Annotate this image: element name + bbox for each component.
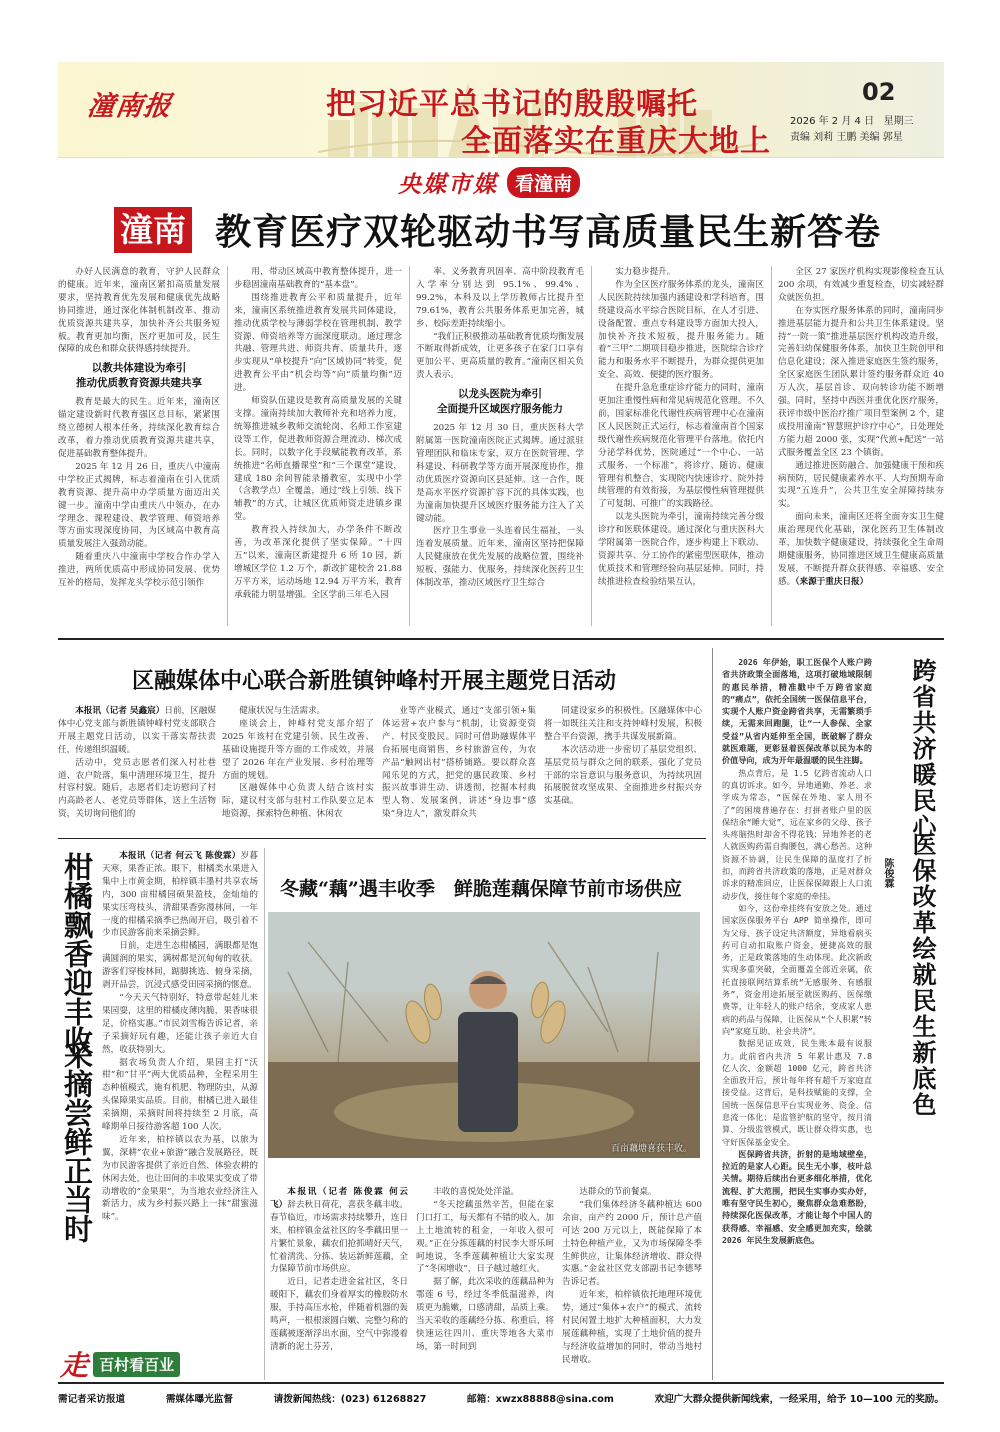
footer-exposure-line: 需媒体曝光监督 bbox=[165, 1394, 233, 1405]
opinion-paragraph: 如今，这份牵挂终有安放之处。通过国家医保服务平台 APP 简单操作，即可为父母、孩子设定共济额度，异地看病买药可自动扣取账户资金，便捷高效的服务，正是政策落地的生动体现。此次新政实现多重突破，全面覆盖全部近亲属，依托直接联网结算系统“无感服务、有感服务”，资金用途拓展至就医购药、医保缴费等，让年轻人的账户结余，变成家人患病的药品与保障，让医保从“个人积累”转向“家庭互助、社会共济”。 bbox=[722, 902, 872, 1036]
party-col4-paragraphs bbox=[544, 705, 702, 808]
paragraph: 座谈会上，钟峰村党支部介绍了 2025 年该村在党建引领、民生改善、基础设施提升等方面的工作成效，并展望了 2026 年在产业发展、乡村治理等方面的规划。 bbox=[222, 718, 374, 781]
divider bbox=[771, 266, 772, 626]
headline-tag-tongnan: 潼南 bbox=[114, 207, 192, 253]
paragraph: 辞去秋日荷花，喜获冬藕丰收。春节临近，市场需求持续攀升，连日来，柏梓镇金盆社区的冬季藕田里一片繁忙景象，藕农们抢抓晴好天气，忙着清洗、分拣、装运新鲜莲藕，全力保障节前市场供应。 bbox=[270, 1199, 408, 1275]
walk-logo-char: 走 bbox=[60, 1349, 89, 1382]
section-rule bbox=[58, 838, 706, 839]
paragraph: 同建设家乡的积极性。区融媒体中心将一如既往关注和支持钟峰村发展，积极整合平台资源，携手共谋发展新篇。 bbox=[544, 706, 702, 742]
main-col2-paragraphs bbox=[234, 266, 402, 602]
paragraph: 丰收的喜悦处处洋溢。 bbox=[433, 1187, 520, 1197]
paragraph: 本次活动进一步密切了基层党组织、基层党员与群众之间的联系，强化了党员干部的宗旨意识与服务意识，为持续巩固拓展脱贫攻坚成果、全面推进乡村振兴夯实基础。 bbox=[544, 744, 702, 807]
paragraph: 近年来，柏梓镇以农为基，以旅为翼，深耕“农业+旅游”融合发展路径，既为市民游客提供了亲近自然、体验农耕的休闲去处，也让田间的丰收果实变成了带动增收的“金果果”，为当地农业经济注入新活力，成为乡村振兴路上一抹“甜蜜滋味”。 bbox=[102, 1134, 258, 1223]
main-article-col3 bbox=[416, 266, 584, 626]
subheading-line: 推动优质教育资源共建共享 bbox=[76, 377, 202, 390]
masthead bbox=[58, 62, 944, 158]
paragraph: 据农场负责人介绍，果园主打“沃柑”和“甘平”两大优质品种，全程采用生态种植模式，施有机肥、物理防虫，从源头保障果实品质。目前，柑橘已进入最佳采摘期，采摘时间将持续至 2 月底，高峰期单日接待游客超 100 人次。 bbox=[102, 1057, 258, 1133]
paragraph: 实力稳步提升。 bbox=[615, 267, 676, 277]
paragraph: 健康状况与生活需求。 bbox=[239, 706, 326, 716]
lotus-article-col3 bbox=[562, 1186, 702, 1380]
paragraph: 率、义务教育巩固率、高中阶段教育毛入学率分别达到 95.1%、99.4%、99.2%，本科及以上学历教师占比提升至 79.61%，教育公共服务体系更加完善，城乡、校际差距持续缩小。 bbox=[416, 267, 584, 329]
paragraph: 区融媒体中心负责人结合该村实际，建议村支部与驻村工作队要立足本地资源，探索特色种植、休闲农 bbox=[222, 783, 374, 820]
opinion-article-body bbox=[722, 656, 872, 1380]
lotus-article-col2 bbox=[416, 1186, 554, 1380]
paragraph: “我们集体经济冬藕种植达 600 余亩，亩产约 2000 斤，预计总产值可达 200 万元以上，既能保障了本土特色种植产业，又为市场保障冬季生鲜供应，让集体经济增收、群众得实惠。”金盆社区党支部副书记李德琴告诉记者。 bbox=[562, 1199, 702, 1288]
main-col5-paragraphs bbox=[778, 266, 944, 589]
subheading-education bbox=[58, 361, 220, 391]
subheading-line: 全面提升区域医疗服务能力 bbox=[437, 403, 563, 416]
paragraph: 本报讯（记者 陈俊霖 何云飞） bbox=[270, 1187, 408, 1210]
footer-email: 邮箱：xwzx88888@sina.com bbox=[467, 1394, 614, 1405]
paragraph: “冬天挖藕虽然辛苦，但能在家门口打工，每天都有不错的收入，加上土地流转的租金，一年收入很可观。”正在分拣莲藕的村民李大哥乐呵呵地说，冬季莲藕种植让大家实现了“冬闲增收”，日子越过越红火。 bbox=[416, 1199, 554, 1275]
paragraph: 本报讯（记者 吴鑫宸） bbox=[75, 706, 165, 716]
lotus-col3-paragraphs bbox=[562, 1186, 702, 1367]
footer-report-line: 需记者采访报道 bbox=[58, 1394, 126, 1405]
party-article-title: 区融媒体中心联合新胜镇钟峰村开展主题党日活动 bbox=[132, 668, 617, 694]
subheading-line: 以龙头医院为牵引 bbox=[458, 388, 542, 401]
citrus-footer-logo bbox=[60, 1344, 220, 1382]
citrus-title-line-2: 采摘尝鲜正当时 bbox=[60, 1040, 94, 1243]
divider bbox=[227, 266, 228, 626]
lotus-article-title: 冬藏“藕”遇丰收季 鲜脆莲藕保障节前市场供应 bbox=[280, 878, 682, 900]
party-article-col1 bbox=[58, 705, 216, 827]
citrus-article-body bbox=[102, 850, 258, 1350]
paragraph: 本报讯（记者 何云飞 陈俊霖） bbox=[119, 851, 241, 861]
paragraph: 日前，走进生态柑橘园，满眼都是饱满圆润的果实，满树都是沉甸甸的收获。游客们穿梭林间，踮脚挑选、俯身采摘，剥开品尝，沉浸式感受田园采摘的惬意。 bbox=[102, 941, 258, 991]
footer-reward-note: 欢迎广大群众提供新闻线索，一经采用，给予 10—100 元的奖励。 bbox=[654, 1394, 944, 1405]
issue-date-line bbox=[790, 112, 914, 127]
footer-hotline: 请拨新闻热线：(023) 61268827 bbox=[273, 1394, 427, 1405]
party-col1-paragraphs bbox=[58, 705, 216, 821]
lotus-article-col1 bbox=[270, 1186, 408, 1380]
party-col3-paragraphs bbox=[382, 705, 536, 821]
main-col3b-paragraphs bbox=[416, 422, 584, 590]
main-col3-paragraphs bbox=[416, 266, 584, 382]
lotus-col1-paragraphs bbox=[270, 1186, 408, 1354]
slogan-line-1: 把习近平总书记的殷殷嘱托 bbox=[326, 87, 698, 122]
main-col1b-paragraphs bbox=[58, 396, 220, 590]
main-article-title: 教育医疗双轮驱动书写高质量民生新答卷 bbox=[215, 211, 882, 253]
subheading-medical bbox=[416, 387, 584, 417]
main-col4-paragraphs bbox=[598, 266, 764, 589]
main-article-col5 bbox=[778, 266, 944, 626]
article-source: （来源于重庆日报） bbox=[795, 576, 869, 587]
slogan-line-2: 全面落实在重庆大地上 bbox=[461, 124, 771, 158]
lotus-col2-paragraphs bbox=[416, 1186, 554, 1354]
paragraph: 教育投入持续加大，办学条件不断改善，为改革深化提供了坚实保障。“十四五”以来，潼南区新建提升 6 所 10 园，新增城区学位 1.2 万个，新改扩建校舍 21.88 万平方米，运动场地 12.94 万平方米，教育承载能力明显增强。全区学前三年毛入园 bbox=[234, 525, 402, 600]
footer-rule bbox=[58, 1382, 944, 1384]
section-rule bbox=[58, 638, 944, 640]
paragraph: 师资队伍建设是教育高质量发展的关键支撑。潼南持续加大教师补充和培养力度，统筹推进城乡教师交流轮岗、名师工作室建设等工作，促进教师资源合理流动、梯次成长。同时，以数字化手段赋能教育改革，系统推进“名师直播课堂”和“三个课堂”建设，建成 180 余间智能录播教室，实现中小学（含教学点）全覆盖，通过“线上引领、线下辅教”的方式，让城区优质师资走进镇乡课堂。 bbox=[234, 396, 402, 523]
paragraph: 近年来，柏梓镇依托地理环境优势，通过“集体+农户”的模式，流转村民闲置土地扩大种植面积，大力发展莲藕种植，实现了土地价值的提升与经济收益增加的同时，带动当地村民增收。 bbox=[562, 1290, 702, 1365]
paragraph: 围绕推进教育公平和质量提升，近年来，潼南区系统推进教育发展共同体建设，推动优质学校与薄弱学校在管理机制、教学资源、师资培养等方面深度联动。通过理念共融、管理共进、师资共育、质量共升，逐步实现从“单校提升”向“区域协同”转变，促进教育公平由“机会均等”向“质量均衡”迈进。 bbox=[234, 292, 402, 394]
divider bbox=[264, 848, 265, 1380]
main-article-col4 bbox=[598, 266, 764, 626]
divider bbox=[409, 266, 410, 626]
issue-date: 2026 年 2 月 4 日 bbox=[790, 116, 875, 127]
banner-central-city-media: 央媒市媒 bbox=[398, 171, 498, 198]
weekday: 星期三 bbox=[883, 116, 914, 127]
divider bbox=[591, 266, 592, 626]
paragraph: 据了解，此次采收的莲藕品种为鄂莲 6 号，经过冬季低温滋养，肉质更为脆嫩，口感清甜，品质上乘。当天采收的莲藕经分拣、称重后，将快速运往四川、重庆等地各大菜市场，第一时间到 bbox=[416, 1277, 554, 1352]
divider bbox=[712, 648, 713, 1380]
paragraph: 业等产业模式，通过“支部引领+集体运营+农户参与”机制，让资源变资产、村民变股民。同时可借助融媒体平台拓展电商销售，乡村旅游宣传，为农产品“触网出村”搭桥铺路。要以群众喜闻乐见的方式，把党的惠民政策、乡村振兴故事讲生动、讲透彻，挖掘本村典型人物、发展案例，讲述“身边事”感染“身边人”，激发群众共 bbox=[382, 706, 536, 820]
main-col1-paragraphs bbox=[58, 266, 220, 356]
opinion-paragraph: 热点背后，是 1.5 亿跨省流动人口的真切诉求。如今，异地通勤、养老、求学成为常态，“医保在外地、家人用不了”的困境普遍存在：打拼者账户里的医保结余“睡大觉”，远在家乡的父母、孩子头疼脑热时却舍不得花钱；异地养老的老人就医购药需自掏腰包，满心愁苦。这种资源不协调，让民生保障的温度打了折扣，而跨省共济政策的落地，正是对群众诉求的精准回应，让医保保障跟上人口流动步伐，接住每个家庭的牵挂。 bbox=[722, 767, 872, 901]
paragraph: 2025 年 12 月 30 日，重庆医科大学附属第一医院潼南医院正式揭牌。通过派驻管理团队和临床专家，双方在医院管理、学科建设、科研教学等方面开展深度协作，推动优质医疗资源向区县延伸。这一合作，既是高水平医疗资源扩容下沉的具体实践，也为潼南加快提升区域医疗服务能力注入了关键动能。 bbox=[416, 423, 584, 524]
paragraph: 在提升急危重症诊疗能力的同时，潼南更加注重慢性病和常见病规范化管理。不久前，国家标准化代谢性疾病管理中心在潼南区人民医院正式运行，标志着潼南首个国家级代谢性疾病规范化管理平台落地。依托内分泌学科优势，医院通过“一个中心、一站式服务、一个标准”，将诊疗、随访、健康管理有机整合，实现院内快速诊疗、院外持续管理的有效衔接，为基层慢性病管理提供了可复制、可推广的实践路径。 bbox=[598, 383, 764, 510]
citrus-paragraphs bbox=[102, 850, 258, 1224]
opinion-paragraph: 2026 年伊始，职工医保个人账户跨省共济政策全面落地，这项打破地域限制的惠民举措，精准戳中千万跨省家庭的“痛点”，依托全国统一医保信息平台，实现个人账户资金跨省共享，无需繁琐手续，无需来回跑腿，让“一人参保、全家受益”从省内延伸至全国，既破解了群众就医难题，更彰显着医保改革以民为本的价值导向，成为开年最温暖的民生注脚。 bbox=[722, 657, 872, 766]
banner-look-tongnan: 看潼南 bbox=[507, 167, 580, 198]
opinion-title-line-1: 跨省共济暖民心 bbox=[908, 658, 937, 840]
column-banner bbox=[398, 166, 580, 196]
newspaper-logo: 潼南报 bbox=[85, 91, 174, 122]
hundred-villages-logo: 百村看百业 bbox=[93, 1352, 180, 1377]
footer-bar bbox=[58, 1388, 944, 1408]
opinion-paragraph: 医保跨省共济，折射的是地域壁垒，拉近的是家人心距。民生无小事，枝叶总关情。期待后续出台更多细化举措，优化流程、扩大范围，把民生实事办实办好，唯有坚守民生初心，聚焦群众急难愁盼，持续深化医保改革，才能让每个中国人的获得感、幸福感、安全感更加充实，绘就 2026 年民生发展新底色。 bbox=[722, 1148, 872, 1245]
paragraph: 活动中，党员志愿者们深入村社巷道、农户院落，集中清理环境卫生，提升村容村貌。随后，志愿者们走访慰问了村内高龄老人、老党员等群体，送上生活物资，关切询问他们的 bbox=[58, 757, 216, 820]
paragraph: 作为全区医疗服务体系的龙头，潼南区人民医院持续加强内涵建设和学科培育，围绕建设高水平综合医院目标，在人才引进、设备配置、重点专科建设等方面加大投入，加快补齐技术短板，提升服务能力。随着“三甲”二期项目稳步推进，医院综合诊疗能力和服务水平不断提升，为群众提供更加安全、高效、便捷的医疗服务。 bbox=[598, 279, 764, 381]
paragraph: 2025 年 12 月 26 日，重庆八中潼南中学校正式揭牌，标志着潼南在引入优质教育资源、提升高中办学质量方面迈出关键一步。潼南中学由重庆八中领办，在办学理念、课程建设、教学管理、师资培养等方面实现深度协同，为区域高中教育高质量发展注入强劲动能。 bbox=[58, 461, 220, 550]
paragraph: “今天天气特别好，特意带起娃儿来果园耍，这里的柑橘皮薄肉脆，果香味很足，价格实惠。”市民刘雪梅告诉记者，亲子采摘好玩有趣，还能让孩子亲近大自然，收获特别大。 bbox=[102, 992, 258, 1055]
main-article-col2 bbox=[234, 266, 402, 626]
paragraph: 通过推进医防融合、加强健康干预和疾病预防，居民健康素养水平、人均预期寿命实现“五连升”，公共卫生安全屏障持续夯实。 bbox=[778, 460, 944, 510]
paragraph: 用，带动区域高中教育整体提升，进一步稳固潼南基础教育的“基本盘”。 bbox=[234, 267, 402, 290]
paragraph: 在夯实医疗服务体系的同时，潼南同步推进基层能力提升和公共卫生体系建设。坚持“一院一策”推进基层医疗机构改造升级，完善妇幼保健服务体系，加快卫生院创甲和信息化建设；深入推进家庭医生签约服务，全区家庭医生团队累计签约服务群众近 40 万人次，基层首诊、双向转诊功能不断增强。同时，坚持中西医并重优化医疗服务，获评市级中医治疗推广项目型案例 2 个，建成投用潼南“智慧照护诊疗中心”，日处理处方能力超 2000 张，实现“代煎+配送”一站式服务覆盖全区 23 个镇街。 bbox=[778, 305, 944, 458]
citrus-title-line-1: 柑橘飘香迎丰收 bbox=[60, 852, 94, 1055]
paragraph: 教育是最大的民生。近年来，潼南区锚定建设新时代教育强区总目标，紧紧围绕立德树人根本任务，持续深化教育综合改革，着力推动优质教育资源共建共享，促进基础教育整体提升。 bbox=[58, 397, 220, 459]
page-number: 02 bbox=[862, 78, 896, 106]
lotus-harvest-photo bbox=[268, 912, 700, 1158]
main-headline bbox=[114, 204, 881, 254]
editor-credits: 责编 刘莉 王鹏 美编 郭星 bbox=[790, 132, 903, 143]
paragraph: 近日，记者走进金盆社区，冬日暖阳下，藕农们身着厚实的橡胶防水服，手持高压水枪，伴随着机器的轰鸣声，一根根滚圆白嫩、完整匀称的莲藕被逐渐浮出水面，空气中弥漫着清新的泥土芬芳， bbox=[270, 1277, 408, 1352]
opinion-paragraph: 数据见证成效，民生账本最有说服力。此前省内共济 5 年累计惠及 7.8 亿人次、金额超 1000 亿元，跨省共济全面放开后，预计每年将有超千万家庭直接受益。这背后，是科技赋能的支撑，全国统一医保信息平台实现业务、资金、信息流一体化；是监管护航的坚守，按月清算、分级监管模式，既让群众得实惠，也守好医保基金安全。 bbox=[722, 1038, 872, 1147]
subheading-line: 以教共体建设为牵引 bbox=[91, 362, 187, 375]
opinion-paragraphs bbox=[722, 656, 872, 1246]
main-article-col1 bbox=[58, 266, 220, 626]
party-col2-paragraphs bbox=[222, 705, 374, 821]
paragraph: “我们正积极推动基础教育优质均衡发展不断取得新成效，让更多孩子在家门口享有更加公平、更高质量的教育。”潼南区相关负责人表示。 bbox=[416, 331, 584, 381]
party-article-col2 bbox=[222, 705, 374, 827]
paragraph: 办好人民满意的教育，守护人民群众的健康。近年来，潼南区紧扣高质量发展要求，坚持教育优先发展和健康优先战略协同推进，通过深化体制机制改革、推动优质资源共建共享，加快补齐公共服务短板。教育更加均衡，医疗更加可及，民生保障的成色和群众获得感持续提升。 bbox=[58, 267, 220, 355]
paragraph: 日前，区融媒体中心党支部与新胜镇钟峰村党支部联合开展主题党日活动，以实干落实帮扶责任，传递组织温暖。 bbox=[58, 706, 216, 755]
opinion-author: 陈俊霖 bbox=[882, 858, 893, 888]
paragraph: 达群众的节前餐桌。 bbox=[579, 1187, 657, 1197]
paragraph: 面向未来，潼南区还将全面夯实卫生健康治理现代化基础，深化医药卫生体制改革，加快数字健康建设，持续强化全生命周期健康服务，协同推进区域卫生健康高质量发展，不断提升群众获得感、幸福感、安全感。（来源于重庆日报） bbox=[778, 512, 944, 587]
opinion-title-line-2: 医保改革绘就民生新底色 bbox=[908, 832, 937, 1118]
party-article-col3 bbox=[382, 705, 536, 827]
paragraph: 岁暮天寒，果香正浓。眼下，柑橘类水果进入集中上市黄金期，柏梓镇丰墨村共享农场内，300 亩柑橘园硕果盈枝，金灿灿的果实压弯枝头，清甜果香弥漫林间，一年一度的柑橘采摘季已热闹开启，吸引着不少市民游客前来采摘尝鲜。 bbox=[102, 851, 258, 939]
photo-caption: 百亩藕塘喜获丰收。 bbox=[610, 1144, 692, 1154]
paragraph: 随着重庆八中潼南中学校合作办学入推进，两所优质高中形成协同发展、优势互补的格局，发挥龙头学校示范引领作 bbox=[58, 552, 220, 589]
paragraph: 医疗卫生事业一头连着民生福祉，一头连着发展质量。近年来，潼南区坚持把保障人民健康放在优先发展的战略位置，围绕补短板、强能力、优服务，持续深化医药卫生体制改革，推动区域医疗卫生综合 bbox=[416, 526, 584, 589]
photo-illustration bbox=[268, 912, 700, 1158]
party-article-col4 bbox=[544, 705, 702, 827]
paragraph: 以龙头医院为牵引，潼南持续完善分级诊疗和医联体建设。通过深化与重庆医科大学附属第一医院合作，逐步构建上下联动、资源共享、分工协作的紧密型医联体，推动优质技术和管理经验向基层延伸。同时，持续推进检查检验结果互认， bbox=[598, 512, 764, 587]
paragraph: 全区 27 家医疗机构实现影像检查互认 200 余项，有效减少重复检查，切实减轻群众就医负担。 bbox=[778, 267, 944, 303]
